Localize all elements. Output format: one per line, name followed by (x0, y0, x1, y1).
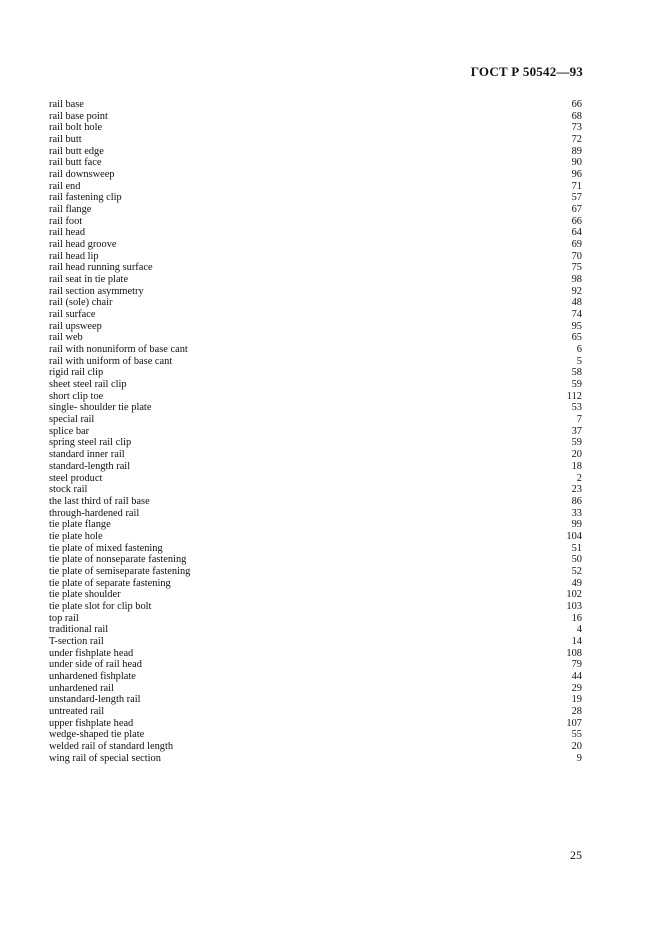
index-term: T-section rail (49, 635, 104, 647)
index-entry (49, 473, 582, 485)
index-term: tie plate shoulder (49, 589, 121, 601)
index-term: rail bolt hole (49, 122, 103, 134)
index-entry (49, 262, 582, 274)
index-entry (49, 461, 582, 473)
index-term: unstandard-length rail (49, 694, 141, 706)
index-term: standard-length rail (49, 460, 131, 472)
index-term: wedge-shaped tie plate (49, 729, 145, 741)
index-term: unhardened fishplate (49, 670, 136, 682)
index-term: unhardened rail (49, 682, 114, 694)
index-page-ref: 55 (571, 729, 582, 741)
index-term: under fishplate head (49, 647, 134, 659)
index-page-ref: 2 (576, 472, 582, 484)
page-number: 25 (570, 848, 582, 862)
index-page-ref: 49 (571, 577, 582, 589)
index-entry (49, 227, 582, 239)
index-term: stock rail (49, 484, 88, 496)
index-page-ref: 23 (571, 484, 582, 496)
index-entry (49, 239, 582, 251)
term-index-list (49, 99, 582, 764)
index-page-ref: 89 (571, 145, 582, 157)
index-page-ref: 16 (571, 612, 582, 624)
index-entry (49, 204, 582, 216)
index-entry (49, 624, 582, 636)
index-term: rail butt (49, 134, 82, 146)
index-page-ref: 75 (571, 262, 582, 274)
index-term: rail upsweep (49, 320, 102, 332)
index-term: sheet steel rail clip (49, 379, 127, 391)
index-term: rail section asymmetry (49, 285, 144, 297)
index-term: rail with nonuniform of base cant (49, 344, 188, 356)
index-term: rail base point (49, 110, 108, 122)
index-entry (49, 508, 582, 520)
index-entry (49, 543, 582, 555)
index-page-ref: 59 (571, 379, 582, 391)
index-term: through-hardened rail (49, 507, 140, 519)
index-entry (49, 391, 582, 403)
index-term: steel product (49, 472, 103, 484)
index-entry (49, 437, 582, 449)
index-entry (49, 122, 582, 134)
index-term: tie plate of nonseparate fastening (49, 554, 187, 566)
index-term: untreated rail (49, 705, 105, 717)
index-page-ref: 57 (571, 192, 582, 204)
index-term: rail downsweep (49, 169, 115, 181)
index-page-ref: 6 (576, 344, 582, 356)
index-page-ref: 5 (576, 355, 582, 367)
index-page-ref: 99 (571, 519, 582, 531)
index-page-ref: 71 (571, 180, 582, 192)
index-page-ref: 33 (571, 507, 582, 519)
index-page-ref: 64 (571, 227, 582, 239)
index-page-ref: 74 (571, 309, 582, 321)
index-term: rail flange (49, 204, 92, 216)
index-page-ref: 112 (566, 390, 582, 402)
index-page-ref: 51 (571, 542, 582, 554)
index-term: rail surface (49, 309, 96, 321)
index-term: tie plate flange (49, 519, 111, 531)
index-entry (49, 449, 582, 461)
index-entry (49, 601, 582, 613)
index-page-ref: 86 (571, 495, 582, 507)
index-entry (49, 578, 582, 590)
index-term: rail foot (49, 215, 83, 227)
index-term: upper fishplate head (49, 717, 134, 729)
index-page-ref: 19 (571, 694, 582, 706)
index-page-ref: 104 (566, 530, 582, 542)
index-entry (49, 414, 582, 426)
index-entry (49, 216, 582, 228)
index-entry (49, 367, 582, 379)
index-page-ref: 73 (571, 122, 582, 134)
index-entry (49, 706, 582, 718)
index-term: rail (sole) chair (49, 297, 113, 309)
index-term: welded rail of standard length (49, 740, 174, 752)
index-term: rigid rail clip (49, 367, 104, 379)
index-entry (49, 694, 582, 706)
index-entry (49, 134, 582, 146)
index-page-ref: 4 (576, 624, 582, 636)
index-entry (49, 718, 582, 730)
index-page-ref: 108 (566, 647, 582, 659)
index-term: tie plate of separate fastening (49, 577, 171, 589)
index-entry (49, 192, 582, 204)
index-page-ref: 66 (571, 99, 582, 110)
index-page-ref: 14 (571, 635, 582, 647)
index-entry (49, 589, 582, 601)
index-page-ref: 69 (571, 239, 582, 251)
index-page-ref: 44 (571, 670, 582, 682)
index-page-ref: 9 (576, 752, 582, 764)
index-term: tie plate slot for clip bolt (49, 600, 152, 612)
index-term: rail butt face (49, 157, 102, 169)
index-entry (49, 157, 582, 169)
index-page-ref: 52 (571, 565, 582, 577)
index-page-ref: 95 (571, 320, 582, 332)
index-page-ref: 58 (571, 367, 582, 379)
index-term: rail web (49, 332, 83, 344)
index-entry (49, 426, 582, 438)
index-page-ref: 37 (571, 425, 582, 437)
index-entry (49, 251, 582, 263)
index-page-ref: 68 (571, 110, 582, 122)
index-page-ref: 53 (571, 402, 582, 414)
index-entry (49, 402, 582, 414)
index-page-ref: 92 (571, 285, 582, 297)
index-entry (49, 671, 582, 683)
index-entry (49, 648, 582, 660)
index-entry (49, 356, 582, 368)
index-term: traditional rail (49, 624, 109, 636)
index-term: tie plate hole (49, 530, 103, 542)
index-term: top rail (49, 612, 79, 624)
index-entry (49, 321, 582, 333)
index-entry (49, 636, 582, 648)
index-entry (49, 741, 582, 753)
index-entry (49, 297, 582, 309)
index-page-ref: 18 (571, 460, 582, 472)
index-entry (49, 344, 582, 356)
index-term: tie plate of semiseparate fastening (49, 565, 191, 577)
index-term: standard inner rail (49, 449, 125, 461)
index-entry (49, 753, 582, 765)
index-term: rail with uniform of base cant (49, 355, 173, 367)
index-entry (49, 519, 582, 531)
index-page-ref: 48 (571, 297, 582, 309)
index-entry (49, 729, 582, 741)
index-page-ref: 98 (571, 274, 582, 286)
index-term: rail head lip (49, 250, 99, 262)
index-page-ref: 72 (571, 134, 582, 146)
index-page-ref: 102 (566, 589, 582, 601)
index-term: short clip toe (49, 390, 104, 402)
index-entry (49, 286, 582, 298)
index-term: rail fastening clip (49, 192, 122, 204)
index-term: rail head running surface (49, 262, 153, 274)
index-term: single- shoulder tie plate (49, 402, 152, 414)
index-page-ref: 90 (571, 157, 582, 169)
index-page-ref: 65 (571, 332, 582, 344)
index-page-ref: 59 (571, 437, 582, 449)
index-page-ref: 20 (571, 740, 582, 752)
index-entry (49, 309, 582, 321)
index-entry (49, 566, 582, 578)
document-header: ГОСТ Р 50542—93 (470, 64, 583, 79)
index-term: wing rail of special section (49, 752, 161, 764)
index-term: rail butt edge (49, 145, 104, 157)
index-page-ref: 28 (571, 705, 582, 717)
index-page-ref: 103 (566, 600, 582, 612)
index-entry (49, 531, 582, 543)
index-entry (49, 613, 582, 625)
index-term: spring steel rail clip (49, 437, 132, 449)
index-entry (49, 496, 582, 508)
index-entry (49, 659, 582, 671)
index-page-ref: 7 (576, 414, 582, 426)
index-term: splice bar (49, 425, 90, 437)
index-entry (49, 332, 582, 344)
index-entry (49, 169, 582, 181)
index-term: under side of rail head (49, 659, 142, 671)
index-term: rail base (49, 99, 84, 110)
index-page-ref: 96 (571, 169, 582, 181)
index-page-ref: 67 (571, 204, 582, 216)
index-term: tie plate of mixed fastening (49, 542, 163, 554)
index-term: the last third of rail base (49, 495, 150, 507)
index-entry (49, 274, 582, 286)
index-entry (49, 379, 582, 391)
index-entry (49, 146, 582, 158)
index-page-ref: 70 (571, 250, 582, 262)
index-entry (49, 181, 582, 193)
index-page-ref: 79 (571, 659, 582, 671)
index-page-ref: 66 (571, 215, 582, 227)
index-page-ref: 29 (571, 682, 582, 694)
index-entry (49, 554, 582, 566)
index-entry (49, 99, 582, 111)
index-term: rail end (49, 180, 81, 192)
index-entry (49, 111, 582, 123)
index-entry (49, 683, 582, 695)
index-page-ref: 107 (566, 717, 582, 729)
index-page-ref: 20 (571, 449, 582, 461)
index-term: rail head groove (49, 239, 117, 251)
index-entry (49, 484, 582, 496)
index-term: special rail (49, 414, 95, 426)
index-term: rail seat in tie plate (49, 274, 129, 286)
index-page-ref: 50 (571, 554, 582, 566)
index-term: rail head (49, 227, 86, 239)
